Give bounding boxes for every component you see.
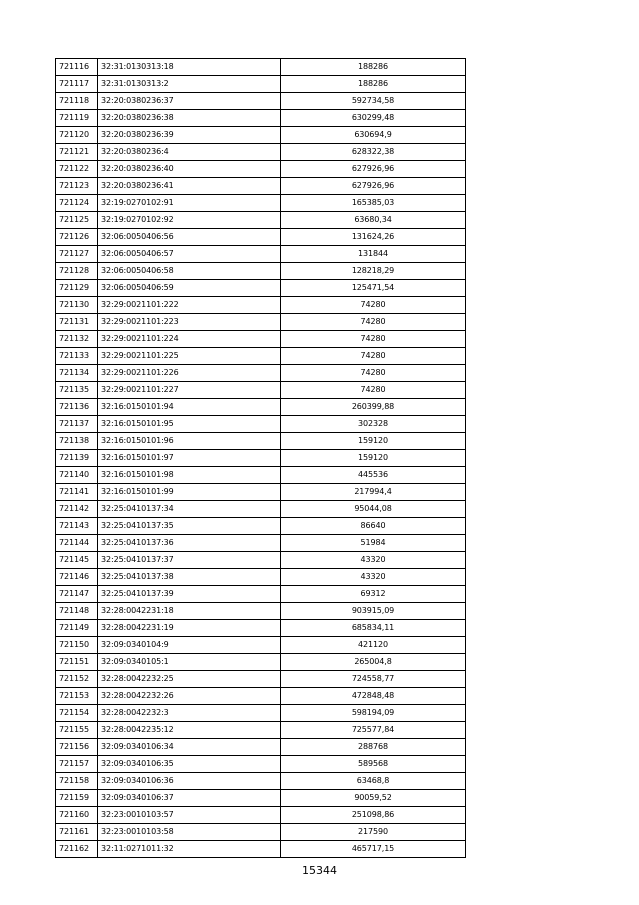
value-cell: 217590 — [281, 824, 466, 841]
value-cell: 74280 — [281, 365, 466, 382]
cadastral-number-cell: 32:16:0150101:96 — [98, 433, 281, 450]
value-cell: 630299,48 — [281, 110, 466, 127]
row-id-cell: 721145 — [56, 552, 98, 569]
value-cell: 627926,96 — [281, 178, 466, 195]
table-row — [56, 824, 466, 841]
cadastral-number-cell: 32:20:0380236:41 — [98, 178, 281, 195]
value-cell: 51984 — [281, 535, 466, 552]
table-row — [56, 59, 466, 76]
cadastral-number-cell: 32:20:0380236:39 — [98, 127, 281, 144]
cadastral-number-cell: 32:25:0410137:35 — [98, 518, 281, 535]
row-id-cell: 721121 — [56, 144, 98, 161]
cadastral-number-cell: 32:19:0270102:91 — [98, 195, 281, 212]
cadastral-number-cell: 32:29:0021101:226 — [98, 365, 281, 382]
value-cell: 95044,08 — [281, 501, 466, 518]
page-number: 15344 — [302, 864, 337, 877]
value-cell: 421120 — [281, 637, 466, 654]
row-id-cell: 721146 — [56, 569, 98, 586]
value-cell: 69312 — [281, 586, 466, 603]
value-cell: 131844 — [281, 246, 466, 263]
cadastral-number-cell: 32:23:0010103:57 — [98, 807, 281, 824]
value-cell: 903915,09 — [281, 603, 466, 620]
value-cell: 589568 — [281, 756, 466, 773]
table-row — [56, 739, 466, 756]
cadastral-number-cell: 32:31:0130313:18 — [98, 59, 281, 76]
row-id-cell: 721149 — [56, 620, 98, 637]
table-row — [56, 620, 466, 637]
value-cell: 131624,26 — [281, 229, 466, 246]
value-cell: 188286 — [281, 59, 466, 76]
value-cell: 685834,11 — [281, 620, 466, 637]
cadastral-number-cell: 32:09:0340106:37 — [98, 790, 281, 807]
table-row — [56, 552, 466, 569]
data-table — [55, 58, 466, 858]
value-cell: 445536 — [281, 467, 466, 484]
table-row — [56, 314, 466, 331]
cadastral-number-cell: 32:28:0042232:3 — [98, 705, 281, 722]
value-cell: 251098,86 — [281, 807, 466, 824]
row-id-cell: 721135 — [56, 382, 98, 399]
value-cell: 592734,58 — [281, 93, 466, 110]
value-cell: 217994,4 — [281, 484, 466, 501]
table-row — [56, 229, 466, 246]
value-cell: 90059,52 — [281, 790, 466, 807]
cadastral-number-cell: 32:28:0042232:26 — [98, 688, 281, 705]
value-cell: 43320 — [281, 569, 466, 586]
value-cell: 598194,09 — [281, 705, 466, 722]
cadastral-number-cell: 32:20:0380236:4 — [98, 144, 281, 161]
table-body — [56, 59, 466, 858]
value-cell: 159120 — [281, 433, 466, 450]
table-row — [56, 144, 466, 161]
table-row — [56, 297, 466, 314]
cadastral-number-cell: 32:09:0340106:36 — [98, 773, 281, 790]
cadastral-number-cell: 32:29:0021101:223 — [98, 314, 281, 331]
cadastral-number-cell: 32:20:0380236:37 — [98, 93, 281, 110]
table-row — [56, 654, 466, 671]
cadastral-number-cell: 32:29:0021101:227 — [98, 382, 281, 399]
value-cell: 159120 — [281, 450, 466, 467]
cadastral-number-cell: 32:28:0042231:18 — [98, 603, 281, 620]
table-row — [56, 535, 466, 552]
table-row — [56, 212, 466, 229]
table-row — [56, 586, 466, 603]
cadastral-number-cell: 32:25:0410137:34 — [98, 501, 281, 518]
cadastral-number-cell: 32:16:0150101:98 — [98, 467, 281, 484]
cadastral-number-cell: 32:09:0340106:34 — [98, 739, 281, 756]
value-cell: 86640 — [281, 518, 466, 535]
table-row — [56, 773, 466, 790]
row-id-cell: 721117 — [56, 76, 98, 93]
row-id-cell: 721120 — [56, 127, 98, 144]
row-id-cell: 721155 — [56, 722, 98, 739]
table-row — [56, 450, 466, 467]
row-id-cell: 721160 — [56, 807, 98, 824]
cadastral-number-cell: 32:20:0380236:38 — [98, 110, 281, 127]
row-id-cell: 721137 — [56, 416, 98, 433]
table-row — [56, 382, 466, 399]
row-id-cell: 721162 — [56, 841, 98, 858]
value-cell: 63680,34 — [281, 212, 466, 229]
value-cell: 465717,15 — [281, 841, 466, 858]
table-row — [56, 127, 466, 144]
row-id-cell: 721129 — [56, 280, 98, 297]
value-cell: 302328 — [281, 416, 466, 433]
table-row — [56, 756, 466, 773]
row-id-cell: 721147 — [56, 586, 98, 603]
value-cell: 74280 — [281, 314, 466, 331]
row-id-cell: 721132 — [56, 331, 98, 348]
cadastral-number-cell: 32:19:0270102:92 — [98, 212, 281, 229]
row-id-cell: 721150 — [56, 637, 98, 654]
row-id-cell: 721152 — [56, 671, 98, 688]
table-row — [56, 501, 466, 518]
row-id-cell: 721157 — [56, 756, 98, 773]
table-row — [56, 841, 466, 858]
row-id-cell: 721136 — [56, 399, 98, 416]
cadastral-number-cell: 32:09:0340104:9 — [98, 637, 281, 654]
table-row — [56, 569, 466, 586]
row-id-cell: 721153 — [56, 688, 98, 705]
cadastral-number-cell: 32:11:0271011:32 — [98, 841, 281, 858]
row-id-cell: 721134 — [56, 365, 98, 382]
table-row — [56, 790, 466, 807]
value-cell: 260399,88 — [281, 399, 466, 416]
row-id-cell: 721144 — [56, 535, 98, 552]
table-row — [56, 671, 466, 688]
cadastral-number-cell: 32:16:0150101:94 — [98, 399, 281, 416]
row-id-cell: 721133 — [56, 348, 98, 365]
row-id-cell: 721156 — [56, 739, 98, 756]
value-cell: 128218,29 — [281, 263, 466, 280]
row-id-cell: 721122 — [56, 161, 98, 178]
cadastral-number-cell: 32:09:0340106:35 — [98, 756, 281, 773]
cadastral-number-cell: 32:06:0050406:58 — [98, 263, 281, 280]
value-cell: 63468,8 — [281, 773, 466, 790]
table-row — [56, 76, 466, 93]
table-row — [56, 178, 466, 195]
cadastral-number-cell: 32:09:0340105:1 — [98, 654, 281, 671]
row-id-cell: 721125 — [56, 212, 98, 229]
table-row — [56, 688, 466, 705]
cadastral-number-cell: 32:06:0050406:59 — [98, 280, 281, 297]
row-id-cell: 721130 — [56, 297, 98, 314]
row-id-cell: 721119 — [56, 110, 98, 127]
row-id-cell: 721126 — [56, 229, 98, 246]
value-cell: 43320 — [281, 552, 466, 569]
row-id-cell: 721127 — [56, 246, 98, 263]
row-id-cell: 721154 — [56, 705, 98, 722]
value-cell: 74280 — [281, 331, 466, 348]
table-row — [56, 433, 466, 450]
cadastral-number-cell: 32:29:0021101:222 — [98, 297, 281, 314]
cadastral-number-cell: 32:16:0150101:95 — [98, 416, 281, 433]
value-cell: 74280 — [281, 348, 466, 365]
cadastral-number-cell: 32:31:0130313:2 — [98, 76, 281, 93]
table-row — [56, 331, 466, 348]
table-row — [56, 484, 466, 501]
value-cell: 472848,48 — [281, 688, 466, 705]
table-row — [56, 348, 466, 365]
table-row — [56, 637, 466, 654]
table-row — [56, 722, 466, 739]
row-id-cell: 721141 — [56, 484, 98, 501]
table-row — [56, 467, 466, 484]
cadastral-number-cell: 32:16:0150101:97 — [98, 450, 281, 467]
table-row — [56, 399, 466, 416]
cadastral-number-cell: 32:29:0021101:224 — [98, 331, 281, 348]
table-row — [56, 280, 466, 297]
value-cell: 288768 — [281, 739, 466, 756]
table-row — [56, 365, 466, 382]
table-row — [56, 705, 466, 722]
table-row — [56, 93, 466, 110]
table-row — [56, 110, 466, 127]
table-row — [56, 416, 466, 433]
cadastral-number-cell: 32:28:0042235:12 — [98, 722, 281, 739]
value-cell: 74280 — [281, 297, 466, 314]
table-row — [56, 518, 466, 535]
cadastral-number-cell: 32:06:0050406:56 — [98, 229, 281, 246]
row-id-cell: 721128 — [56, 263, 98, 280]
value-cell: 188286 — [281, 76, 466, 93]
cadastral-number-cell: 32:25:0410137:37 — [98, 552, 281, 569]
row-id-cell: 721118 — [56, 93, 98, 110]
value-cell: 265004,8 — [281, 654, 466, 671]
table-row — [56, 246, 466, 263]
cadastral-number-cell: 32:28:0042232:25 — [98, 671, 281, 688]
row-id-cell: 721131 — [56, 314, 98, 331]
value-cell: 724558,77 — [281, 671, 466, 688]
table-row — [56, 195, 466, 212]
cadastral-number-cell: 32:25:0410137:36 — [98, 535, 281, 552]
cadastral-number-cell: 32:29:0021101:225 — [98, 348, 281, 365]
cadastral-number-cell: 32:20:0380236:40 — [98, 161, 281, 178]
value-cell: 74280 — [281, 382, 466, 399]
value-cell: 630694,9 — [281, 127, 466, 144]
row-id-cell: 721151 — [56, 654, 98, 671]
table-row — [56, 263, 466, 280]
row-id-cell: 721116 — [56, 59, 98, 76]
row-id-cell: 721140 — [56, 467, 98, 484]
cadastral-number-cell: 32:16:0150101:99 — [98, 484, 281, 501]
value-cell: 165385,03 — [281, 195, 466, 212]
table-row — [56, 807, 466, 824]
cadastral-number-cell: 32:06:0050406:57 — [98, 246, 281, 263]
value-cell: 627926,96 — [281, 161, 466, 178]
cadastral-number-cell: 32:23:0010103:58 — [98, 824, 281, 841]
row-id-cell: 721139 — [56, 450, 98, 467]
row-id-cell: 721124 — [56, 195, 98, 212]
row-id-cell: 721123 — [56, 178, 98, 195]
row-id-cell: 721143 — [56, 518, 98, 535]
table-row — [56, 603, 466, 620]
row-id-cell: 721159 — [56, 790, 98, 807]
cadastral-number-cell: 32:25:0410137:39 — [98, 586, 281, 603]
table-row — [56, 161, 466, 178]
row-id-cell: 721161 — [56, 824, 98, 841]
value-cell: 125471,54 — [281, 280, 466, 297]
row-id-cell: 721148 — [56, 603, 98, 620]
row-id-cell: 721138 — [56, 433, 98, 450]
row-id-cell: 721158 — [56, 773, 98, 790]
row-id-cell: 721142 — [56, 501, 98, 518]
value-cell: 628322,38 — [281, 144, 466, 161]
cadastral-number-cell: 32:25:0410137:38 — [98, 569, 281, 586]
cadastral-number-cell: 32:28:0042231:19 — [98, 620, 281, 637]
value-cell: 725577,84 — [281, 722, 466, 739]
